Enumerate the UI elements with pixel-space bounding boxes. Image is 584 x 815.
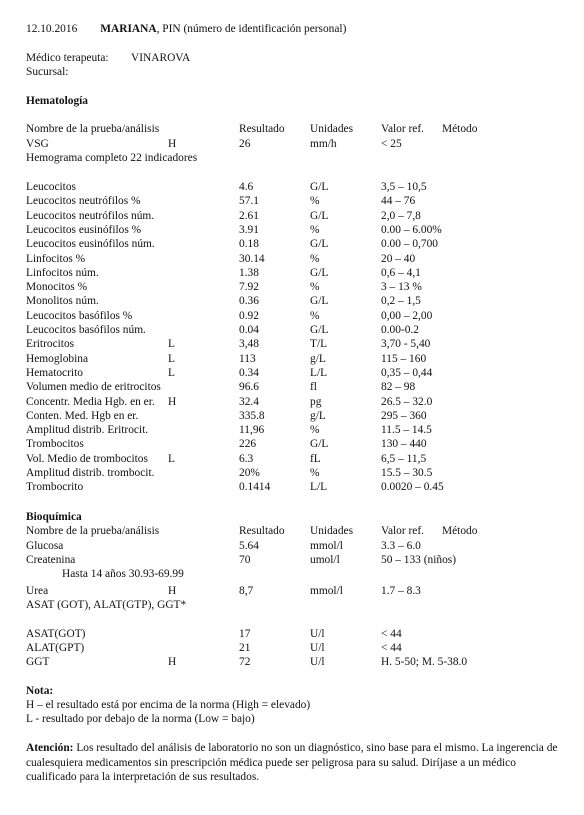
table-row xyxy=(26,366,566,380)
test-flag: H xyxy=(168,138,177,150)
report-header xyxy=(26,22,346,36)
test-unit: pg xyxy=(310,395,322,408)
test-result: 21 xyxy=(239,642,251,654)
test-unit: % xyxy=(310,281,320,294)
test-unit: mmol/l xyxy=(310,540,343,552)
test-ref: 3.3 – 6.0 xyxy=(381,540,421,552)
test-name: Glucosa xyxy=(26,540,64,552)
test-unit: G/L xyxy=(310,266,329,279)
test-ref: 50 – 133 (niños) xyxy=(381,554,456,566)
test-result: 17 xyxy=(239,628,251,640)
test-ref: 26.5 – 32.0 xyxy=(381,395,433,408)
test-unit: g/L xyxy=(310,352,326,365)
test-result: 70 xyxy=(239,554,251,566)
test-result: 0.36 xyxy=(239,295,259,308)
test-ref: 6,5 – 11,5 xyxy=(381,452,427,465)
test-unit: U/l xyxy=(310,628,325,640)
test-result: 2.61 xyxy=(239,209,259,222)
test-result: 0.1414 xyxy=(239,481,271,494)
table-row xyxy=(26,223,566,237)
test-result: 30.14 xyxy=(239,252,265,265)
test-result: 32.4 xyxy=(239,395,259,408)
column-header-unit: Unidades xyxy=(310,525,354,537)
test-ref: 3 – 13 % xyxy=(381,281,422,294)
test-ref: 0,6 – 4,1 xyxy=(381,266,421,279)
test-ref: 15.5 – 30.5 xyxy=(381,467,433,479)
test-unit: G/L xyxy=(310,238,329,251)
test-name: Vol. Medio de trombocitos xyxy=(26,452,148,465)
test-result: 226 xyxy=(239,438,257,451)
test-name: Leucocitos eusinófilos % xyxy=(26,223,142,236)
biochemistry-title: Bioquímica xyxy=(26,511,82,523)
test-unit: T/L xyxy=(310,338,328,351)
column-header-method: Método xyxy=(442,525,478,537)
table-row xyxy=(26,194,566,208)
test-result: 20% xyxy=(239,467,260,479)
test-unit: mm/h xyxy=(310,138,337,150)
table-row xyxy=(26,309,566,323)
test-name: Linfocitos núm. xyxy=(26,266,99,279)
test-name: Hemoglobina xyxy=(26,352,89,365)
hematology-title: Hematología xyxy=(26,95,89,107)
column-header-method: Método xyxy=(442,123,478,135)
test-name: Monolitos núm. xyxy=(26,295,99,308)
table-row xyxy=(26,466,566,480)
test-name: Amplitud distrib. Eritrocit. xyxy=(26,424,149,437)
test-name: Hematocrito xyxy=(26,366,83,379)
test-name: Conten. Med. Hgb en er. xyxy=(26,409,139,422)
test-result: 6.3 xyxy=(239,452,254,465)
table-row xyxy=(26,294,566,308)
test-ref: 0.0020 – 0.45 xyxy=(381,481,444,494)
test-name: ALAT(GPT) xyxy=(26,642,85,654)
test-result: 4.6 xyxy=(239,181,254,193)
test-unit: G/L xyxy=(310,324,329,336)
test-unit: L/L xyxy=(310,481,328,494)
table-row xyxy=(26,266,566,280)
test-name: Volumen medio de eritrocitos xyxy=(26,381,161,394)
test-unit: fL xyxy=(310,452,321,465)
test-flag: L xyxy=(168,352,175,365)
test-flag: L xyxy=(168,452,175,465)
test-ref: 295 – 360 xyxy=(381,409,427,422)
test-flag: H xyxy=(168,585,177,597)
test-name: Trombocitos xyxy=(26,438,84,451)
column-header-unit: Unidades xyxy=(310,123,354,135)
table-row xyxy=(26,323,566,337)
test-ref: 0,00 – 2,00 xyxy=(381,309,433,322)
test-result: 0.18 xyxy=(239,238,259,251)
test-name: Createnina xyxy=(26,554,76,566)
table-row xyxy=(26,280,566,294)
test-ref: 0.00 – 0,700 xyxy=(381,238,438,251)
test-ref: 11.5 – 14.5 xyxy=(381,424,432,437)
test-result: 3,48 xyxy=(239,338,259,351)
test-result: 11,96 xyxy=(239,424,265,437)
test-result: 335.8 xyxy=(239,409,265,422)
test-unit: % xyxy=(310,467,320,479)
doctor-label: Médico terapeuta: xyxy=(26,52,109,64)
test-unit: G/L xyxy=(310,438,329,451)
test-unit: U/l xyxy=(310,656,325,668)
table-row xyxy=(26,352,566,366)
test-name: Leucocitos neutrófilos % xyxy=(26,195,141,208)
column-header-name: Nombre de la prueba/análisis xyxy=(26,123,160,135)
test-ref: < 44 xyxy=(381,628,402,640)
table-row-asat xyxy=(26,627,566,641)
test-ref: 0.00-0.2 xyxy=(381,324,419,336)
table-row xyxy=(26,252,566,266)
test-ref: 0.00 – 6.00% xyxy=(381,223,442,236)
test-name: Eritrocitos xyxy=(26,338,75,351)
test-name: Leucocitos basófilos % xyxy=(26,309,133,322)
table-row-alat xyxy=(26,641,566,655)
table-row xyxy=(26,437,566,451)
table-row-urea xyxy=(26,584,566,598)
nota-low-legend: L - resultado por debajo de la norma (Low = bajo) xyxy=(26,713,255,725)
test-name: Leucocitos xyxy=(26,181,76,193)
table-row-ggt xyxy=(26,655,566,669)
test-unit: G/L xyxy=(310,209,329,222)
test-name: Concentr. Media Hgb. en er. xyxy=(26,395,155,408)
test-ref: H. 5-50; M. 5-38.0 xyxy=(381,656,468,668)
column-header-result: Resultado xyxy=(239,123,285,135)
test-unit: % xyxy=(310,195,320,208)
column-header-ref: Valor ref. xyxy=(381,123,425,135)
test-result: 96.6 xyxy=(239,381,259,394)
test-result: 57.1 xyxy=(239,195,259,208)
biochemistry-column-headers xyxy=(26,524,566,538)
test-unit: g/L xyxy=(310,409,326,422)
table-row-createnina xyxy=(26,553,566,567)
patient-name: MARIANA xyxy=(100,23,157,35)
test-ref: 20 – 40 xyxy=(381,252,416,265)
test-name: Linfocitos % xyxy=(26,252,86,265)
test-unit: % xyxy=(310,424,320,437)
test-flag: L xyxy=(168,338,175,351)
test-ref: < 44 xyxy=(381,642,402,654)
table-row xyxy=(26,380,566,394)
disclaimer-text: Los resultado del análisis de laboratorio no son un diagnóstico, sino base para el mismo. La ingerencia de cualesquiera medicamentos sin prescripción médica puede ser peligrosa para su salud. Diríjase a un médico cualificado para la interpretación de sus resultados. xyxy=(26,742,558,784)
test-result: 5.64 xyxy=(239,540,259,552)
test-name: GGT xyxy=(26,656,50,668)
test-result: 72 xyxy=(239,656,251,668)
test-ref: 130 – 440 xyxy=(381,438,427,451)
test-ref: 3,5 – 10,5 xyxy=(381,181,427,193)
test-name: Leucocitos basófilos núm. xyxy=(26,324,146,336)
test-ref: 115 – 160 xyxy=(381,352,427,365)
doctor-line xyxy=(26,51,191,65)
test-result: 0.34 xyxy=(239,366,259,379)
test-unit: G/L xyxy=(310,295,329,308)
report-date: 12.10.2016 xyxy=(26,23,78,35)
test-ref: 0,35 – 0,44 xyxy=(381,366,433,379)
test-result: 26 xyxy=(239,138,251,150)
branch-label: Sucursal: xyxy=(26,66,69,78)
table-row xyxy=(26,423,566,437)
table-row xyxy=(26,409,566,423)
test-ref: 1.7 – 8.3 xyxy=(381,585,421,597)
test-result: 8,7 xyxy=(239,585,254,597)
test-result: 0.04 xyxy=(239,324,259,336)
test-name: Leucocitos eusinófilos núm. xyxy=(26,238,155,251)
nota-title: Nota: xyxy=(26,685,54,697)
test-flag: H xyxy=(168,395,177,408)
test-result: 1.38 xyxy=(239,266,259,279)
column-header-name: Nombre de la prueba/análisis xyxy=(26,525,160,537)
test-ref: 2,0 – 7,8 xyxy=(381,209,421,222)
column-header-result: Resultado xyxy=(239,525,285,537)
disclaimer-label: Atención: xyxy=(26,742,74,754)
test-name: Monocitos % xyxy=(26,281,88,294)
table-row xyxy=(26,337,566,351)
test-name: Amplitud distrib. trombocit. xyxy=(26,467,155,479)
table-row xyxy=(26,452,566,466)
test-name: VSG xyxy=(26,138,49,150)
test-unit: U/l xyxy=(310,642,325,654)
test-unit: % xyxy=(310,309,320,322)
table-row xyxy=(26,395,566,409)
test-unit: % xyxy=(310,223,320,236)
test-ref: < 25 xyxy=(381,138,402,150)
test-name: Trombocrito xyxy=(26,481,84,494)
test-name: Leucocitos neutrófilos núm. xyxy=(26,209,155,222)
test-flag: L xyxy=(168,366,175,379)
test-ref: 82 – 98 xyxy=(381,381,416,394)
table-row xyxy=(26,209,566,223)
table-row xyxy=(26,480,566,494)
table-row xyxy=(26,180,566,194)
test-result: 7.92 xyxy=(239,281,259,294)
test-unit: L/L xyxy=(310,366,328,379)
liver-panel-title: ASAT (GOT), ALAT(GTP), GGT* xyxy=(26,599,187,611)
patient-id-label: , PIN (número de identificación personal) xyxy=(156,23,347,35)
column-header-ref: Valor ref. xyxy=(381,525,425,537)
test-name: ASAT(GOT) xyxy=(26,628,86,640)
createnina-note: Hasta 14 años 30.93-69.99 xyxy=(62,568,184,580)
disclaimer-paragraph xyxy=(26,741,561,785)
test-unit: umol/l xyxy=(310,554,340,566)
test-unit: mmol/l xyxy=(310,585,343,597)
hematology-subtitle: Hemograma completo 22 indicadores xyxy=(26,152,198,164)
test-flag: H xyxy=(168,656,177,668)
table-row-glucosa xyxy=(26,539,566,553)
test-result: 3.91 xyxy=(239,223,259,236)
nota-high-legend: H – el resultado está por encima de la norma (High = elevado) xyxy=(26,699,311,711)
test-unit: % xyxy=(310,252,320,265)
test-unit: fl xyxy=(310,381,317,394)
test-name: Urea xyxy=(26,585,49,597)
test-unit: G/L xyxy=(310,181,329,193)
table-row-vsg xyxy=(26,137,566,151)
table-row xyxy=(26,237,566,251)
test-ref: 0,2 – 1,5 xyxy=(381,295,421,308)
test-result: 0.92 xyxy=(239,309,259,322)
test-result: 113 xyxy=(239,352,256,365)
test-ref: 3,70 - 5,40 xyxy=(381,338,431,351)
test-ref: 44 – 76 xyxy=(381,195,416,208)
hematology-column-headers xyxy=(26,122,566,136)
doctor-name: VINAROVA xyxy=(131,52,191,64)
